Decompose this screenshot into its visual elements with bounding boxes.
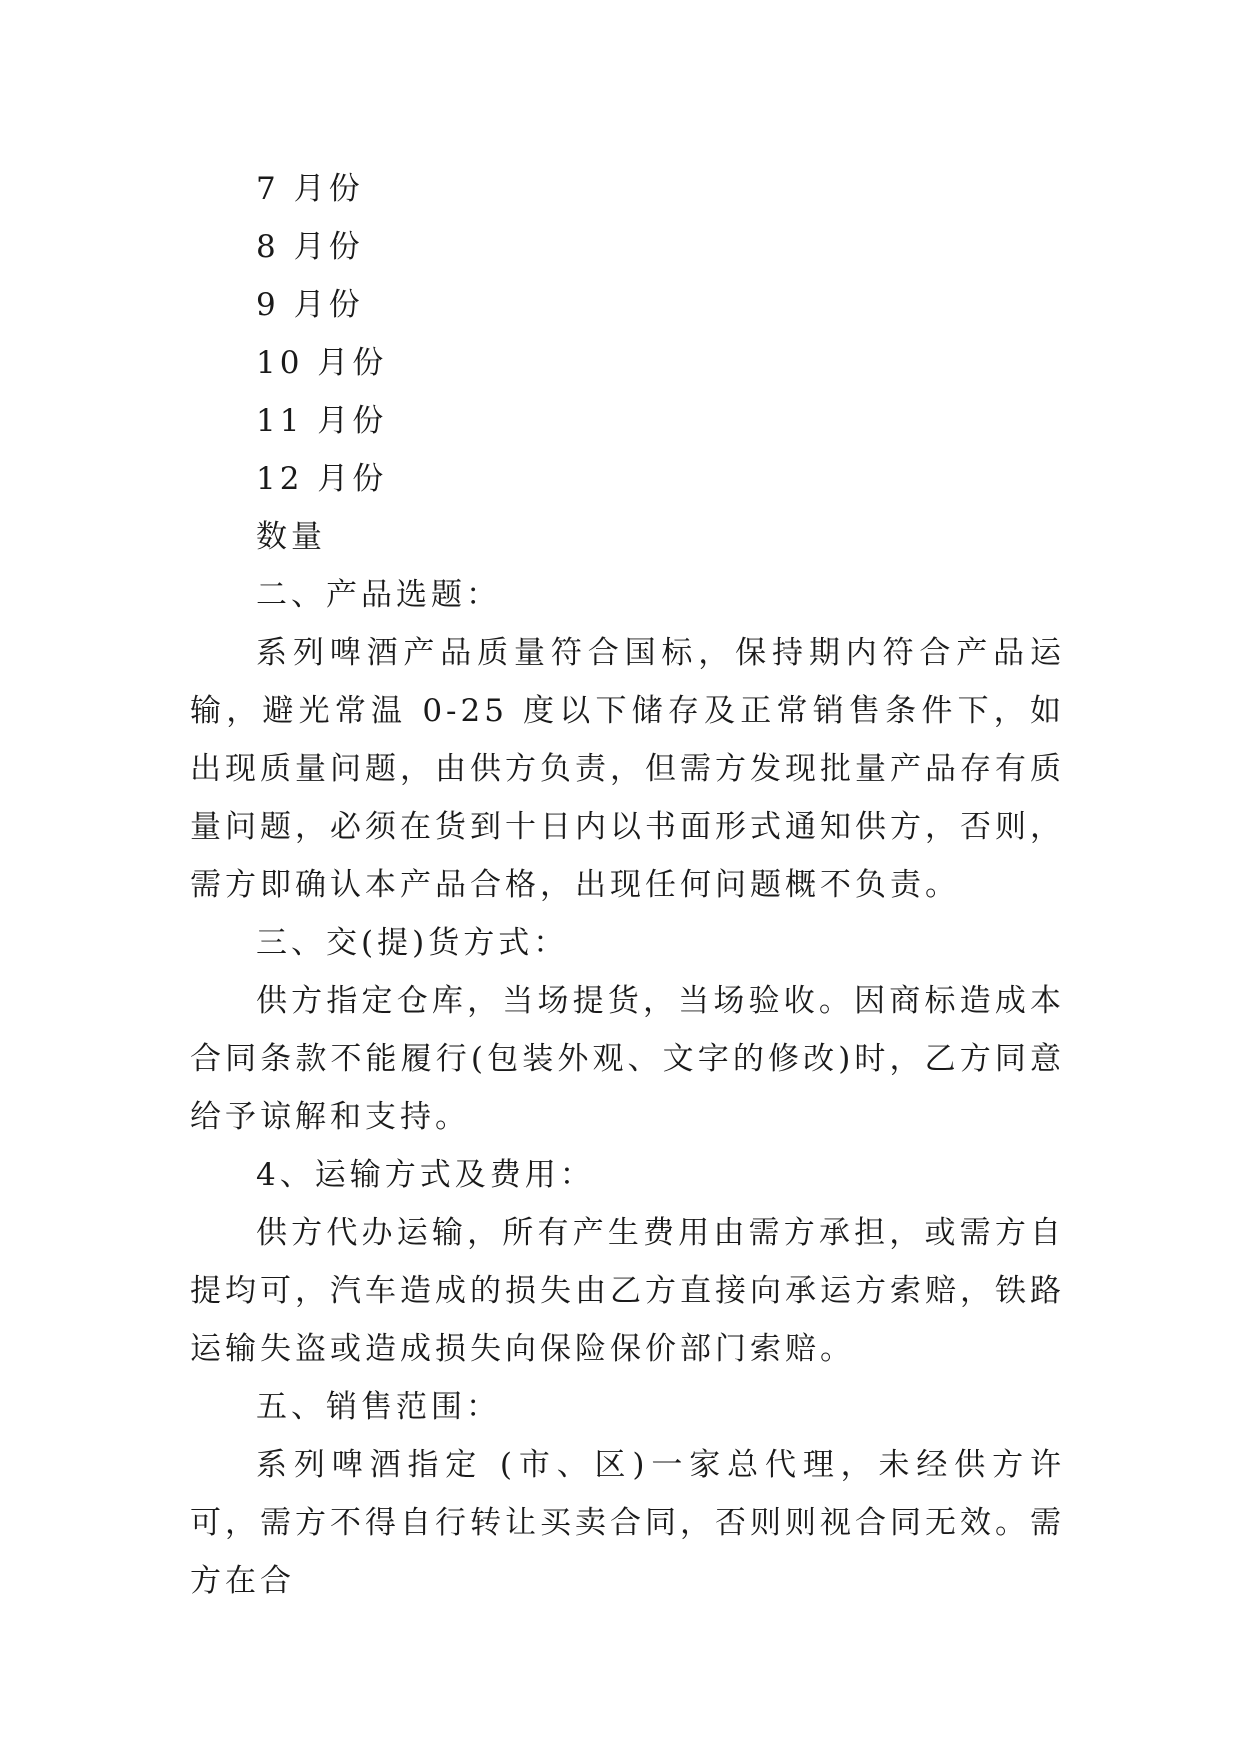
section-3-paragraph: 供方指定仓库，当场提货，当场验收。因商标造成本合同条款不能履行(包装外观、文字的修改)时，乙方同意给予谅解和支持。 xyxy=(190,983,1065,1135)
month-line-10: 10 月份 xyxy=(256,345,388,381)
section-2-heading: 二、产品选题： xyxy=(256,577,501,613)
month-line-12: 12 月份 xyxy=(256,461,388,497)
month-line-11: 11 月份 xyxy=(256,403,388,439)
section-3-heading: 三、交(提)货方式： xyxy=(256,925,569,961)
section-4-heading: 4、运输方式及费用： xyxy=(256,1157,595,1193)
document-body xyxy=(190,160,1065,1610)
month-line-9: 9 月份 xyxy=(256,287,364,323)
section-5-paragraph: 系列啤酒指定 (市、区)一家总代理，未经供方许可，需方不得自行转让买卖合同，否则则视合同无效。需方在合 xyxy=(190,1447,1065,1599)
quantity-label: 数量 xyxy=(256,519,326,555)
section-4-paragraph: 供方代办运输，所有产生费用由需方承担，或需方自提均可，汽车造成的损失由乙方直接向承运方索赔，铁路运输失盗或造成损失向保险保价部门索赔。 xyxy=(190,1215,1065,1367)
month-line-7: 7 月份 xyxy=(256,171,364,207)
section-5-heading: 五、销售范围： xyxy=(256,1389,501,1425)
month-line-8: 8 月份 xyxy=(256,229,364,265)
section-2-paragraph: 系列啤酒产品质量符合国标，保持期内符合产品运输，避光常温 0-25 度以下储存及正常销售条件下，如出现质量问题，由供方负责，但需方发现批量产品存有质量问题，必须在货到十日内以书面形式通知供方，否则，需方即确认本产品合格，出现任何问题概不负责。 xyxy=(190,635,1065,903)
